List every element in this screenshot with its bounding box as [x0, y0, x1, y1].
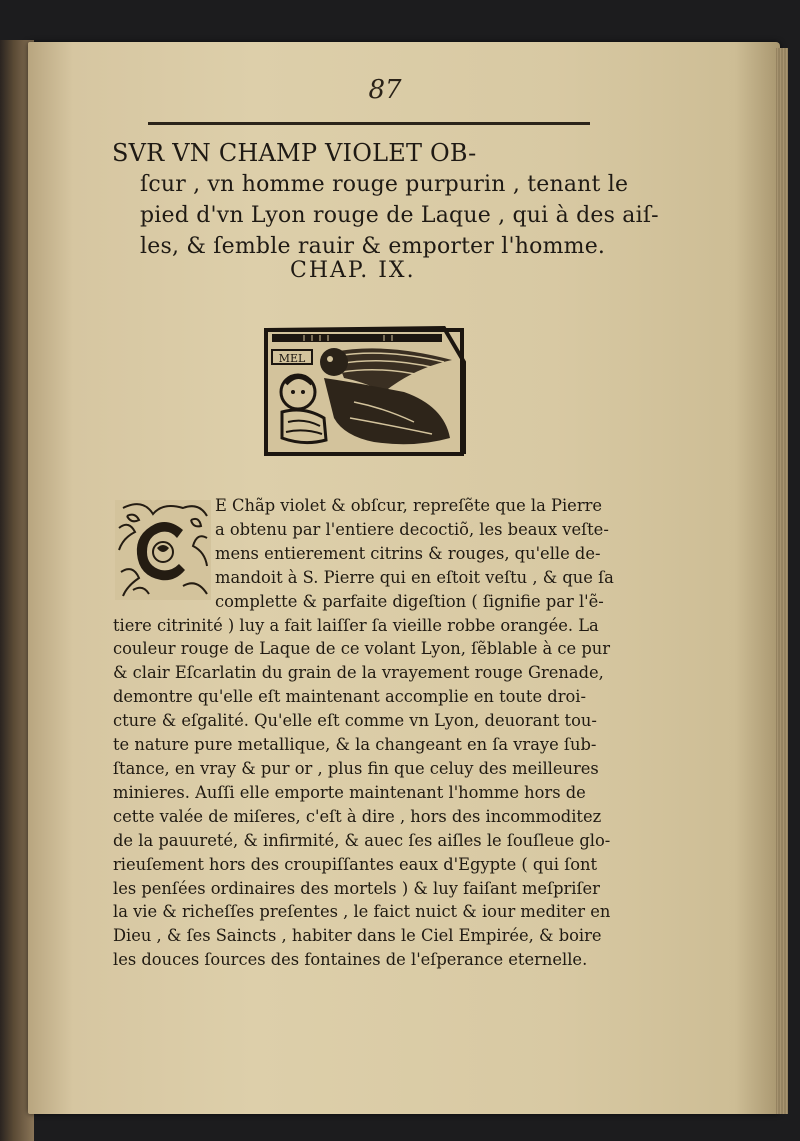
text-line: couleur rouge de Laque de ce volant Lyon, ſẽblable à ce pur — [113, 639, 611, 659]
text-line: cette valée de miſeres, c'eſt à dire , hors des incommoditez — [113, 806, 602, 826]
heading-line: pied d'vn Lyon rouge de Laque , qui à des aiſ- — [140, 203, 659, 228]
text-line: rieuſement hors des croupiſſantes eaux d'Egypte ( qui ſont — [113, 854, 598, 874]
text-line: mens entierement citrins & rouges, qu'elle de- — [215, 543, 601, 563]
text-line: E Chãp violet & obſcur, repreſẽte que la Pierre — [215, 496, 603, 515]
chapter-number: CHAP. IX. — [290, 258, 416, 283]
text-line: mandoit à S. Pierre qui en eſtoit veſtu , & que ſa — [215, 567, 614, 587]
text-line: complette & parfaite digeſtion ( ſignifie par l'ẽ- — [215, 591, 604, 611]
text-line: ſtance, en vray & pur or , plus fin que celuy des meilleures — [113, 758, 599, 778]
chapter-heading — [112, 138, 659, 262]
text-line: & clair Eſcarlatin du grain de la vrayement rouge Grenade, — [113, 663, 604, 683]
text-line: de la pauureté, & infirmité, & auec ſes aiſles le ſouſleue glo- — [113, 830, 611, 850]
heading-line: SVR VN CHAMP VIOLET OB- — [112, 139, 477, 167]
heading-line: ſcur , vn homme rouge purpurin , tenant le — [140, 172, 629, 197]
text-line: les douces ſources des fontaines de l'eſperance eternelle. — [113, 950, 588, 970]
text-line: te nature pure metallique, & la changeant en ſa vraye ſub- — [113, 735, 597, 755]
text-line: a obtenu par l'entiere decoctiõ, les beaux veſte- — [215, 519, 609, 539]
heading-line: les, & ſemble rauir & emporter l'homme. — [140, 234, 606, 259]
page-edges — [776, 48, 788, 1114]
lion-and-man-woodcut-icon — [264, 322, 468, 458]
text-line: demontre qu'elle eſt maintenant accomplie en toute droi- — [113, 687, 586, 707]
text-line: les penſées ordinaires des mortels ) & luy faiſant meſpriſer — [113, 878, 600, 898]
body-text — [113, 494, 628, 972]
text-line: tiere citrinité ) luy a fait laiſſer ſa vieille robbe orangée. La — [113, 615, 599, 635]
text-line: minieres. Auſſi elle emporte maintenant l'homme hors de — [113, 782, 586, 802]
header-rule — [148, 122, 590, 125]
woodcut-label: MEL — [278, 352, 306, 365]
text-line: Dieu , & ſes Saincts , habiter dans le Ciel Empirée, & boire — [113, 926, 602, 946]
text-line: cture & eſgalité. Qu'elle eſt comme vn Lyon, deuorant tou- — [113, 711, 597, 731]
page-number: 87 — [368, 75, 402, 105]
text-line: la vie & richeſſes preſentes , le faict nuict & iour mediter en — [113, 902, 611, 922]
